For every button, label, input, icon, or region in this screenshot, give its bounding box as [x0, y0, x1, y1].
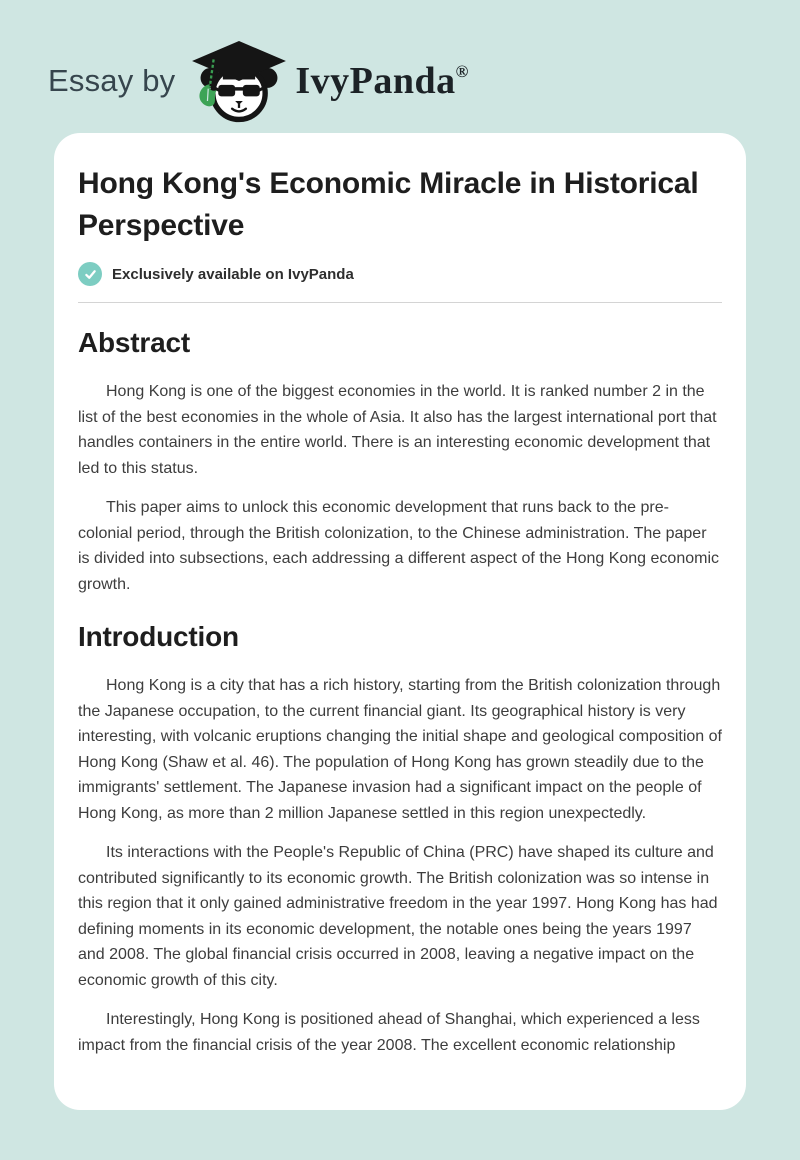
essay-by-label: Essay by — [48, 62, 176, 98]
availability-label: Exclusively available on IvyPanda — [112, 265, 354, 283]
introduction-paragraph-1: Hong Kong is a city that has a rich history, starting from the British colonization through the Japanese occupation, to the current financial giant. Its geographical history is very interesting, with volcanic eruptions changing the initial shape and geological composition of Hong Kong (Shaw et al. 46). The population of Hong Kong has grown steadily due to the immigrants' settlement. The Japanese invasion had a significant impact on the people of Hong Kong, as more than 2 million Japanese settled in this region unexpectedly. — [78, 677, 722, 822]
abstract-paragraph-2: This paper aims to unlock this economic development that runs back to the pre-colonial period, through the British colonization, to the Chinese administration. The paper is divided into subsections, each addressing a different aspect of the Hong Kong economic growth. — [78, 499, 719, 593]
panda-graduate-icon — [189, 38, 289, 124]
registered-trademark: ® — [455, 61, 469, 81]
check-icon — [78, 262, 102, 286]
abstract-heading: Abstract — [78, 327, 190, 358]
divider — [78, 302, 722, 303]
section-introduction — [78, 621, 722, 1058]
abstract-paragraph-1: Hong Kong is one of the biggest economies in the world. It is ranked number 2 in the list of the best economies in the whole of Asia. It also has the largest international port that handles containers in the entire world. There is an interesting economic development that led to this status. — [78, 383, 717, 477]
site-header — [0, 0, 800, 133]
brand-name: IvyPanda® — [295, 59, 469, 102]
introduction-paragraph-3: Interestingly, Hong Kong is positioned ahead of Shanghai, which experienced a less impact from the financial crisis of the year 2008. The excellent economic relationship — [78, 1011, 700, 1054]
section-abstract — [78, 327, 722, 597]
introduction-paragraph-2: Its interactions with the People's Republic of China (PRC) have shaped its culture and contributed significantly to its economic growth. The British colonization was so intense in this region that it only gained administrative freedom in the year 1997. Hong Kong has had defining moments in its economic development, the notable ones being the years 1997 and 2008. The global financial crisis occurred in 2008, leaving a negative impact on the economic growth of this city. — [78, 844, 718, 989]
introduction-heading: Introduction — [78, 621, 239, 652]
document-card — [54, 133, 746, 1110]
ivypanda-brand-link[interactable] — [189, 38, 468, 124]
availability-badge — [78, 262, 722, 286]
page-title: Hong Kong's Economic Miracle in Historical Perspective — [78, 167, 699, 242]
